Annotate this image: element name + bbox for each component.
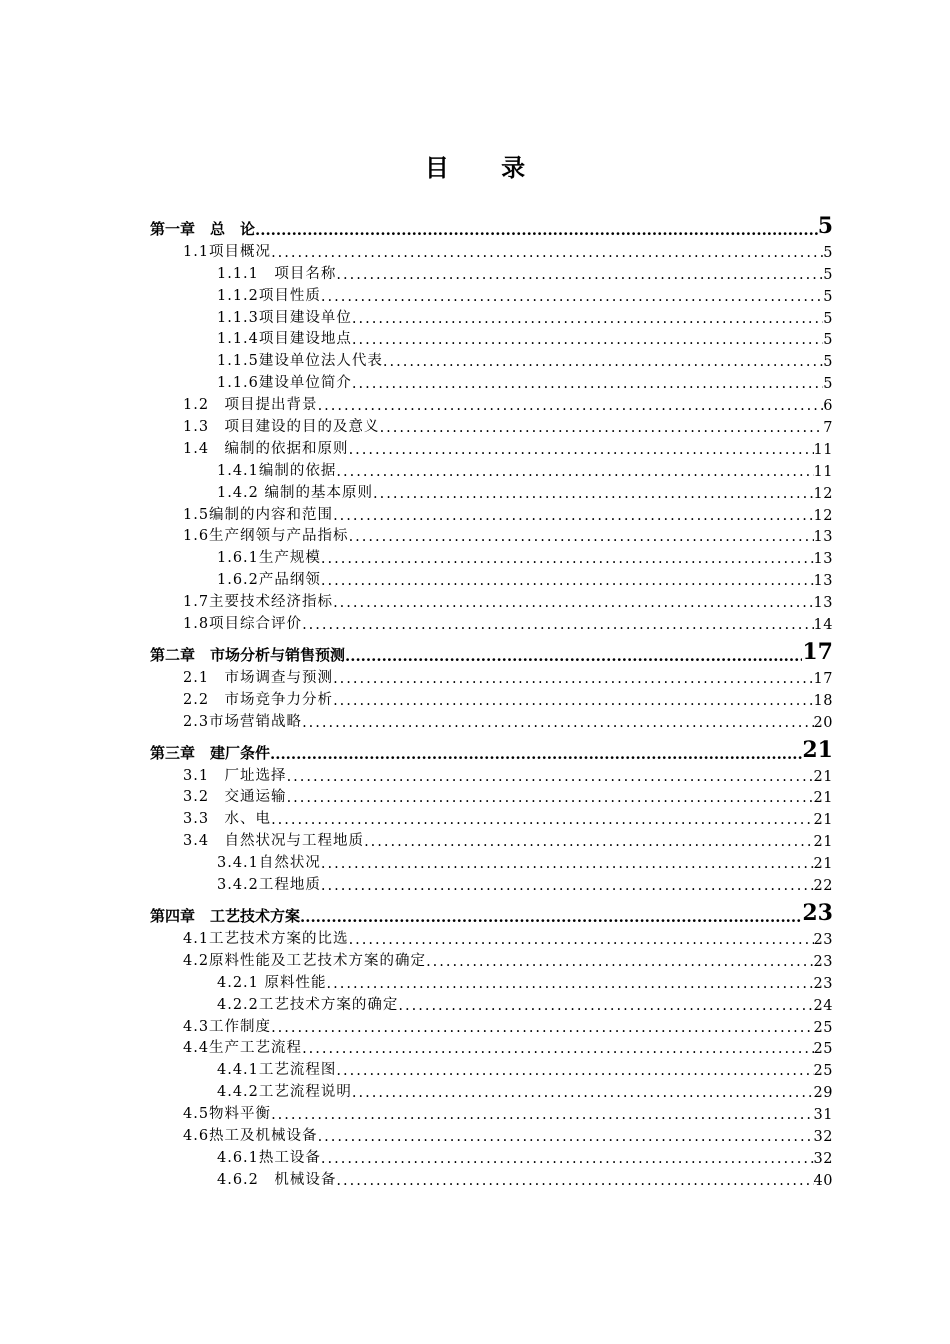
toc-entry-label: 第三章 建厂条件 [150,743,271,762]
toc-entry-label: 3.4 自然状况与工程地质 [183,833,365,850]
dot-leader [383,354,823,370]
toc-section-entry[interactable] [150,806,833,828]
toc-entry-page-number: 31 [813,1107,833,1124]
toc-entry-page-number: 13 [813,573,833,590]
toc-subsection-entry[interactable] [150,992,833,1014]
toc-entry-label: 4.3工作制度 [183,1018,272,1035]
toc-section-entry[interactable] [150,502,833,524]
toc-entry-label: 1.1.3项目建设单位 [217,309,352,326]
toc-entry-label: 1.2 项目提出背景 [183,397,318,414]
toc-entry-label: 4.4.1工艺流程图 [217,1062,337,1079]
toc-subsection-entry[interactable] [150,567,833,589]
toc-entry-label: 第四章 工艺技术方案 [150,907,301,926]
table-of-contents [150,207,833,1189]
toc-entry-page-number: 13 [813,595,833,612]
toc-subsection-entry[interactable] [150,348,833,370]
toc-entry-label: 2.3市场营销战略 [183,713,303,730]
toc-subsection-entry[interactable] [150,305,833,327]
toc-subsection-entry[interactable] [150,970,833,992]
toc-entry-page-number: 32 [813,1128,833,1145]
toc-subsection-entry[interactable] [150,283,833,305]
toc-entry-label: 4.6.1热工设备 [217,1149,321,1166]
dot-leader [321,856,814,872]
toc-entry-label: 4.1工艺技术方案的比选 [183,930,349,947]
toc-entry-page-number: 23 [813,931,833,948]
toc-entry-label: 4.4.2工艺流程说明 [217,1084,352,1101]
dot-leader [302,1041,813,1057]
toc-entry-label: 第二章 市场分析与销售预测 [150,646,346,665]
toc-entry-label: 4.2.2工艺技术方案的确定 [217,996,399,1013]
dot-leader [426,954,813,970]
toc-entry-page-number: 5 [823,376,833,393]
toc-entry-page-number: 21 [813,768,833,785]
toc-subsection-entry[interactable] [150,480,833,502]
toc-section-entry[interactable] [150,785,833,807]
toc-subsection-entry[interactable] [150,1057,833,1079]
dot-leader [380,420,824,436]
toc-section-entry[interactable] [150,1036,833,1058]
dot-leader [327,976,814,992]
toc-entry-label: 4.2.1 原料性能 [217,974,327,991]
toc-entry-label: 2.1 市场调查与预测 [183,669,334,686]
toc-entry-page-number: 12 [813,485,833,502]
toc-entry-label: 1.6.2产品纲领 [217,572,321,589]
toc-entry-page-number: 7 [823,420,833,437]
dot-leader [364,834,813,850]
toc-section-entry[interactable] [150,926,833,948]
dot-leader [302,715,813,731]
page-title: 目 录 [424,153,548,182]
toc-entry-page-number: 40 [813,1172,833,1189]
dot-leader [318,398,824,414]
toc-section-entry[interactable] [150,1123,833,1145]
dot-leader [271,245,823,261]
toc-entry-page-number: 29 [813,1085,833,1102]
toc-entry-page-number: 17 [802,639,833,666]
toc-entry-label: 1.1.2项目性质 [217,287,321,304]
dot-leader [318,1129,814,1145]
dot-leader [333,693,813,709]
dot-leader [349,529,814,545]
toc-section-entry[interactable] [150,665,833,687]
toc-chapter-entry[interactable] [150,207,833,239]
toc-entry-label: 1.4.1编制的依据 [217,462,337,479]
toc-section-entry[interactable] [150,763,833,785]
toc-chapter-entry[interactable] [150,633,833,665]
toc-entry-label: 1.1项目概况 [183,243,272,260]
dot-leader [352,1085,814,1101]
dot-leader [271,1107,813,1123]
toc-entry-label: 4.4生产工艺流程 [183,1040,303,1057]
toc-entry-page-number: 23 [802,900,833,927]
toc-entry-page-number: 11 [813,463,833,480]
dot-leader [352,311,823,327]
toc-entry-label: 1.3 项目建设的目的及意义 [183,419,380,436]
toc-entry-label: 3.4.2工程地质 [217,877,321,894]
toc-section-entry[interactable] [150,687,833,709]
toc-section-entry[interactable] [150,1014,833,1036]
dot-leader [333,595,813,611]
toc-section-entry[interactable] [150,611,833,633]
toc-entry-label: 第一章 总 论 [150,220,256,238]
toc-section-entry[interactable] [150,948,833,970]
dot-leader [352,376,823,392]
dot-leader [321,1151,814,1167]
dot-leader [287,769,814,785]
dot-leader [270,745,802,763]
toc-subsection-entry[interactable] [150,327,833,349]
toc-subsection-entry[interactable] [150,872,833,894]
toc-subsection-entry[interactable] [150,1145,833,1167]
toc-entry-page-number: 21 [813,812,833,829]
toc-entry-label: 2.2 市场竞争力分析 [183,691,334,708]
toc-entry-label: 3.2 交通运输 [183,789,287,806]
dot-leader [300,908,802,926]
toc-entry-page-number: 14 [813,617,833,634]
toc-entry-page-number: 21 [813,790,833,807]
toc-section-entry[interactable] [150,414,833,436]
dot-leader [333,671,813,687]
dot-leader [349,932,814,948]
dot-leader [336,1063,813,1079]
toc-entry-page-number: 13 [813,551,833,568]
toc-entry-label: 3.1 厂址选择 [183,767,287,784]
toc-entry-page-number: 21 [802,736,833,763]
toc-entry-page-number: 5 [823,310,833,327]
toc-section-entry[interactable] [150,828,833,850]
toc-entry-label: 4.2原料性能及工艺技术方案的确定 [183,952,427,969]
toc-entry-page-number: 20 [813,714,833,731]
dot-leader [321,573,814,589]
toc-entry-page-number: 25 [813,1019,833,1036]
toc-entry-label: 1.7主要技术经济指标 [183,594,334,611]
toc-entry-label: 1.1.1 项目名称 [217,265,337,282]
toc-entry-page-number: 12 [813,507,833,524]
toc-entry-label: 4.6.2 机械设备 [217,1171,337,1188]
toc-entry-page-number: 5 [823,332,833,349]
toc-entry-label: 3.3 水、电 [183,811,272,828]
toc-subsection-entry[interactable] [150,1079,833,1101]
dot-leader [398,998,813,1014]
toc-entry-page-number: 5 [817,213,833,239]
toc-section-entry[interactable] [150,436,833,458]
toc-section-entry[interactable] [150,239,833,261]
dot-leader [349,442,814,458]
toc-subsection-entry[interactable] [150,545,833,567]
toc-entry-label: 1.8项目综合评价 [183,616,303,633]
toc-entry-label: 1.1.6建设单位简介 [217,375,352,392]
toc-section-entry[interactable] [150,392,833,414]
dot-leader [271,1020,813,1036]
toc-entry-label: 1.6生产纲领与产品指标 [183,528,349,545]
toc-section-entry[interactable] [150,524,833,546]
toc-entry-label: 1.1.5建设单位法人代表 [217,353,383,370]
dot-leader [333,508,813,524]
toc-chapter-entry[interactable] [150,731,833,763]
dot-leader [336,1173,813,1189]
toc-chapter-entry[interactable] [150,894,833,926]
toc-entry-page-number: 25 [813,1063,833,1080]
toc-entry-page-number: 23 [813,953,833,970]
toc-entry-page-number: 18 [813,692,833,709]
toc-entry-page-number: 13 [813,529,833,546]
toc-entry-page-number: 32 [813,1150,833,1167]
toc-entry-label: 1.1.4项目建设地点 [217,331,352,348]
toc-subsection-entry[interactable] [150,458,833,480]
toc-entry-page-number: 11 [813,441,833,458]
toc-entry-label: 3.4.1自然状况 [217,855,321,872]
dot-leader [336,464,813,480]
dot-leader [302,617,813,633]
toc-entry-page-number: 6 [823,398,833,415]
toc-entry-page-number: 17 [813,670,833,687]
dot-leader [373,486,814,502]
toc-section-entry[interactable] [150,709,833,731]
dot-leader [287,790,814,806]
toc-entry-page-number: 25 [813,1041,833,1058]
toc-section-entry[interactable] [150,589,833,611]
toc-subsection-entry[interactable] [150,1167,833,1189]
toc-entry-page-number: 24 [813,997,833,1014]
toc-subsection-entry[interactable] [150,850,833,872]
toc-section-entry[interactable] [150,1101,833,1123]
dot-leader [336,267,823,283]
toc-entry-page-number: 21 [813,834,833,851]
toc-entry-label: 4.6热工及机械设备 [183,1127,318,1144]
dot-leader [255,221,818,239]
toc-entry-page-number: 5 [823,266,833,283]
dot-leader [321,878,814,894]
toc-entry-page-number: 5 [823,288,833,305]
dot-leader [321,551,814,567]
toc-entry-page-number: 21 [813,856,833,873]
toc-entry-page-number: 22 [813,878,833,895]
toc-entry-label: 1.4 编制的依据和原则 [183,440,349,457]
toc-entry-label: 1.4.2 编制的基本原则 [217,484,374,501]
toc-entry-label: 1.6.1生产规模 [217,550,321,567]
toc-subsection-entry[interactable] [150,261,833,283]
toc-entry-label: 1.5编制的内容和范围 [183,506,334,523]
dot-leader [345,647,802,665]
dot-leader [352,332,823,348]
toc-entry-page-number: 5 [823,244,833,261]
toc-entry-label: 4.5物料平衡 [183,1106,272,1123]
toc-entry-page-number: 5 [823,354,833,371]
toc-subsection-entry[interactable] [150,370,833,392]
dot-leader [321,289,823,305]
dot-leader [271,812,813,828]
toc-entry-page-number: 23 [813,975,833,992]
